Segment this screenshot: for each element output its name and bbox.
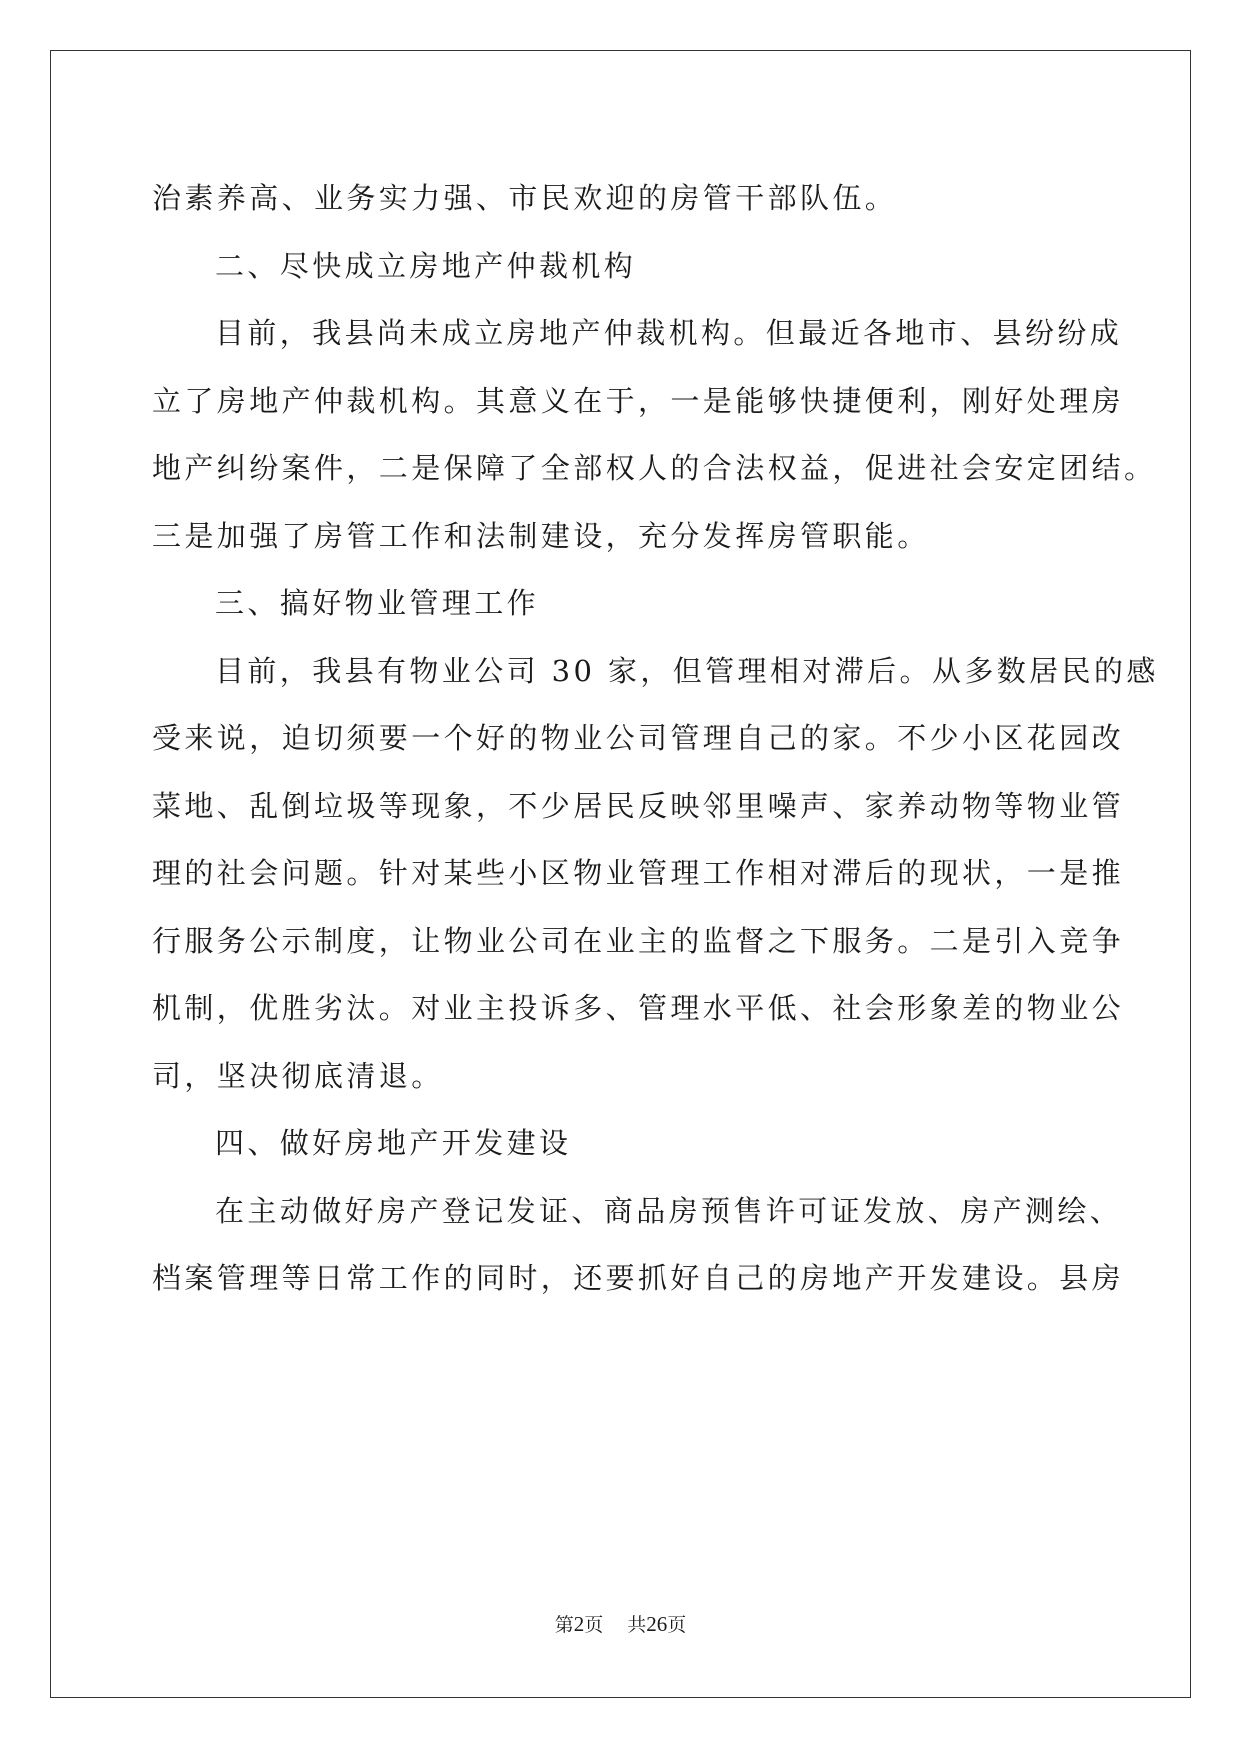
text-line: 三是加强了房管工作和法制建设，充分发挥房管职能。 (152, 518, 930, 553)
page-suffix: 页 (584, 1615, 604, 1636)
page-prefix: 第 (554, 1615, 574, 1636)
section-heading: 二、尽快成立房地产仲裁机构 (215, 248, 637, 283)
text-line: 治素养高、业务实力强、市民欢迎的房管干部队伍。 (152, 181, 898, 215)
page-number: 2 (573, 1612, 585, 1636)
section-heading: 四、做好房地产开发建设 (215, 1126, 572, 1160)
text-line: 菜地、乱倒垃圾等现象，不少居民反映邻里噪声、家养动物等物业管 (152, 788, 1125, 823)
text-line: 地产纠纷案件，二是保障了全部权人的合法权益，促进社会安定团结。 (152, 451, 1157, 485)
total-prefix: 共 (627, 1615, 647, 1636)
total-pages: 26 (646, 1612, 668, 1636)
text-line: 行服务公示制度，让物业公司在业主的监督之下服务。二是引入竞争 (152, 923, 1125, 958)
total-suffix: 页 (667, 1615, 687, 1636)
page-footer (0, 1610, 1241, 1637)
text-line: 目前，我县尚未成立房地产仲裁机构。但最近各地市、县纷纷成 (215, 316, 1123, 350)
text-line: 在主动做好房产登记发证、商品房预售许可证发放、房产测绘、 (215, 1193, 1123, 1228)
document-body (152, 165, 1159, 1313)
text-line: 司，坚决彻底清退。 (152, 1058, 444, 1093)
text-line: 理的社会问题。针对某些小区物业管理工作相对滞后的现状，一是推 (152, 856, 1125, 890)
text-line: 机制，优胜劣汰。对业主投诉多、管理水平低、社会形象差的物业公 (152, 991, 1125, 1025)
text-line: 受来说，迫切须要一个好的物业公司管理自己的家。不少小区花园改 (152, 721, 1125, 755)
text-line: 立了房地产仲裁机构。其意义在于，一是能够快捷便利，刚好处理房 (152, 383, 1125, 418)
text-line: 档案管理等日常工作的同时，还要抓好自己的房地产开发建设。县房 (152, 1261, 1125, 1295)
text-line: 目前，我县有物业公司 30 家，但管理相对滞后。从多数居民的感 (215, 653, 1159, 688)
section-heading: 三、搞好物业管理工作 (215, 586, 540, 620)
